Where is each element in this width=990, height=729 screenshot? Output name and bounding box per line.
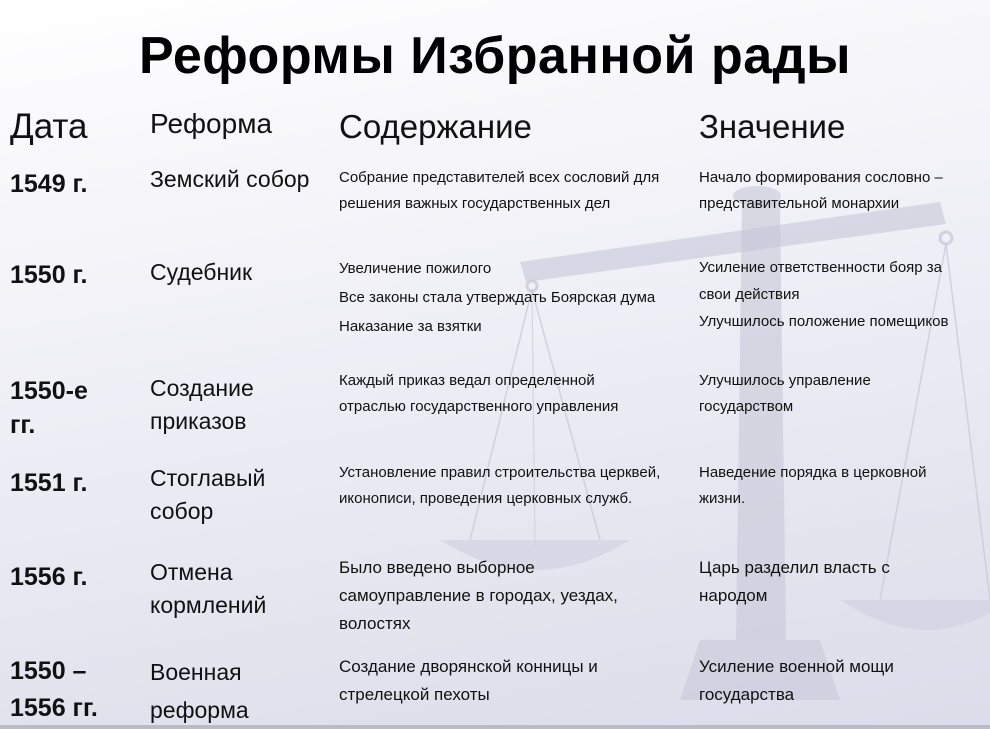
row-meaning [699,554,984,610]
row-reform [150,372,335,438]
row-content [339,460,689,512]
row-date [10,653,130,727]
row-date [10,560,130,594]
row-reform [150,462,335,528]
row-meaning-line: Наведение порядка в церковной [699,464,927,481]
row-date-line: 1549 г. [10,170,88,198]
row-reform-line: Земский собор [150,166,310,192]
row-date-line: 1550 – [10,657,87,685]
row-content-line: Было введено выборное [339,558,535,577]
row-reform-line: реформа [150,697,249,723]
row-meaning [699,368,984,420]
row-meaning-line: жизни. [699,490,746,507]
row-meaning-line: народом [699,586,768,605]
row-meaning-line: Усиление ответственности бояр за [699,259,943,276]
row-date-line: 1556 гг. [10,694,98,722]
row-reform-line: Военная [150,659,242,685]
row-meaning-line: Усиление военной мощи [699,657,894,676]
row-content-line: Каждый приказ ведал определенной [339,372,595,389]
row-content [339,165,689,217]
row-date-line: 1550 г. [10,261,88,289]
row-reform-line: собор [150,498,214,524]
row-content-line: решения важных государственных дел [339,195,611,212]
row-meaning-line: Улучшилось управление [699,372,871,389]
header-meaning: Значение [699,108,846,145]
row-reform [150,653,335,729]
row-content-line: иконописи, проведения церковных служб. [339,490,633,507]
slide-title: Реформы Избранной рады [138,27,852,85]
row-date [10,167,130,201]
row-content-line: волостях [339,614,411,633]
row-date [10,466,130,500]
row-reform [150,556,335,622]
row-content-line: самоуправление в городах, уездах, [339,586,618,605]
row-meaning [699,460,984,512]
header-reform: Реформа [150,108,273,139]
row-meaning-line: государства [699,685,795,704]
row-date-line: 1556 г. [10,563,88,591]
row-content-line: Увеличение пожилого [339,260,492,277]
row-meaning [699,653,984,709]
row-content-line: стрелецкой пехоты [339,685,490,704]
row-meaning [699,254,984,335]
row-content-line: Наказание за взятки [339,318,482,335]
row-date-line: 1550-е [10,377,88,405]
bottom-divider [0,725,990,729]
row-reform-line: Стоглавый [150,465,266,491]
row-content-line: Установление правил строительства церквей, [339,464,661,481]
header-date: Дата [10,107,88,146]
row-reform-line: Отмена [150,559,233,585]
row-meaning [699,165,984,217]
row-meaning-line: Царь разделил власть с [699,558,890,577]
row-meaning-line: представительной монархии [699,195,900,212]
row-content [339,368,689,420]
row-content-line: Собрание представителей всех сословий для [339,169,660,186]
row-date-line: 1551 г. [10,469,88,497]
row-content [339,254,689,341]
row-reform [150,163,335,196]
row-reform-line: Создание [150,375,254,401]
header-content: Содержание [339,108,532,145]
row-date [10,374,130,442]
row-reform-line: приказов [150,408,247,434]
row-meaning-line: Улучшилось положение помещиков [699,313,949,330]
row-content-line: отраслью государственного управления [339,398,619,415]
row-meaning-line: государством [699,398,794,415]
row-content [339,653,689,709]
row-content-line: Создание дворянской конницы и [339,657,598,676]
row-content-line: Все законы стала утверждать Боярская дума [339,289,656,306]
row-content [339,554,689,638]
row-reform [150,256,335,289]
row-reform-line: кормлений [150,592,267,618]
row-meaning-line: Начало формирования сословно – [699,169,943,186]
row-reform-line: Судебник [150,259,253,285]
row-meaning-line: свои действия [699,286,800,303]
row-date [10,258,130,292]
row-date-line: гг. [10,411,36,439]
